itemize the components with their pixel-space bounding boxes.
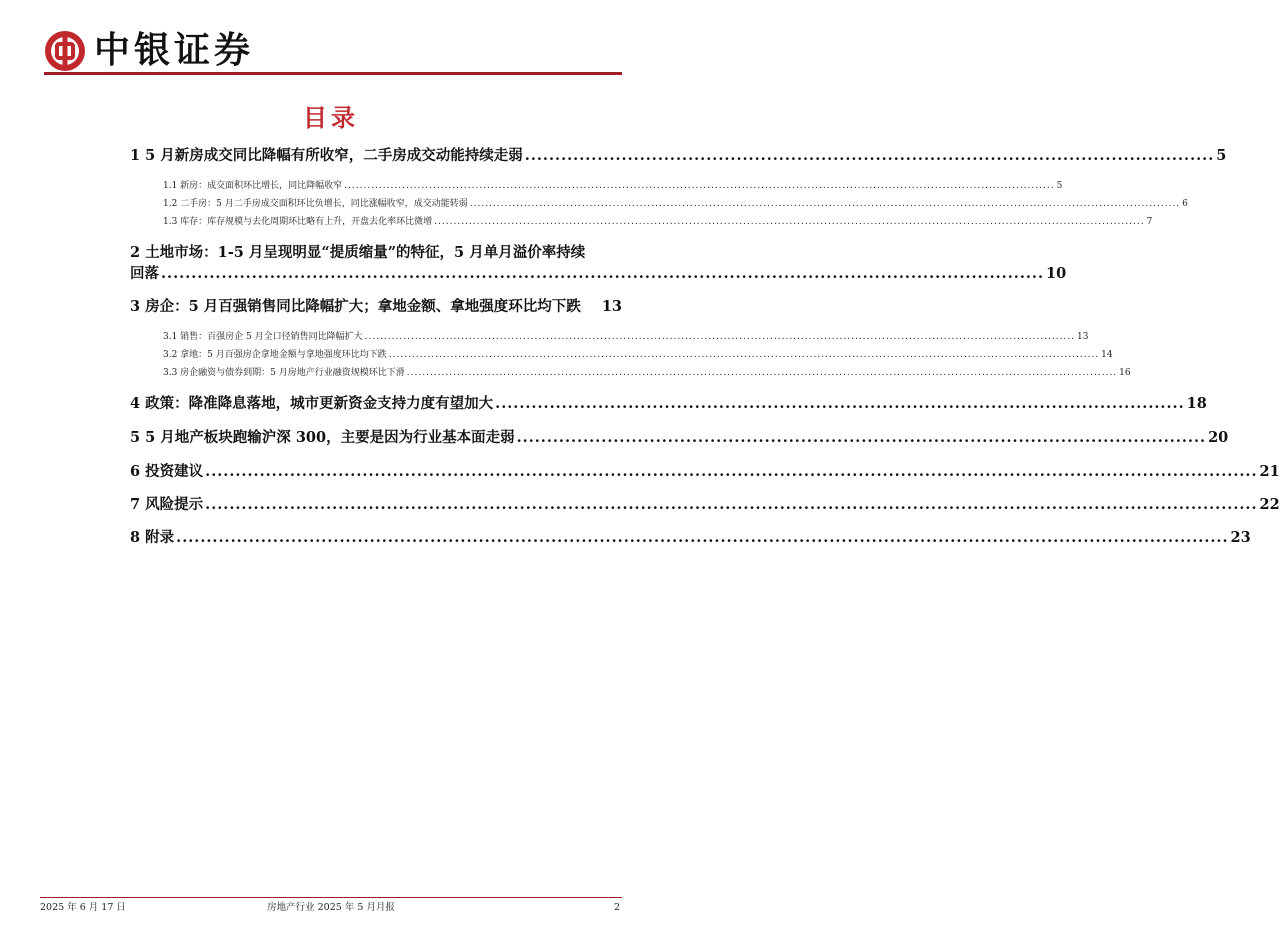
toc-entry-page: 10 [1046, 265, 1067, 282]
toc-entry-label: 3.1 销售：百强房企 5 月全口径销售同比降幅扩大 [163, 332, 363, 342]
toc-entry-page: 5 [1216, 147, 1227, 164]
toc-leader: ........................................................................................................................................................................................ [388, 350, 1100, 360]
toc-entry-1-3[interactable] [163, 216, 1153, 229]
toc-entry-page: 23 [1230, 529, 1251, 546]
toc-leader: ........................................................................................................................................................................................ [469, 199, 1181, 209]
toc-leader: .................................................................................................................. [524, 147, 1215, 164]
toc-leader: .............................................................................................................................................................................. [176, 529, 1229, 546]
toc-entry-1[interactable] [130, 146, 1227, 166]
toc-entry-3[interactable] [130, 297, 622, 317]
toc-entry-page: 18 [1186, 395, 1207, 412]
toc-entry-label: 1.3 库存：库存规模与去化周期环比略有上升，开盘去化率环比微增 [163, 217, 433, 227]
header-divider [44, 72, 622, 75]
toc-entry-label: 1.1 新房：成交面积环比增长，同比降幅收窄 [163, 181, 343, 191]
toc-leader: .............................................................................................................................................................................. [205, 496, 1258, 513]
toc-entry-label: 1 5 月新房成交同比降幅有所收窄，二手房成交动能持续走弱 [130, 147, 523, 164]
toc-entry-label: 1.2 二手房：5 月二手房成交面积环比负增长，同比涨幅收窄，成交动能转弱 [163, 199, 468, 209]
footer-divider [40, 897, 622, 898]
toc-entry-1-2[interactable] [163, 198, 1188, 211]
toc-entry-page: 6 [1182, 199, 1188, 209]
toc-leader: .............................................................................................................................................................................. [205, 463, 1258, 480]
toc-entry-page: 5 [1056, 181, 1063, 191]
toc-entry-3-2[interactable] [163, 349, 1113, 362]
footer-page-number: 2 [613, 902, 620, 913]
toc-entry-7[interactable] [130, 495, 1280, 515]
toc-leader: .................................................................................................................................................. [161, 265, 1045, 282]
toc-entry-page: 22 [1259, 496, 1280, 513]
toc-entry-1-1[interactable] [163, 180, 1063, 193]
page-header [44, 26, 624, 78]
toc-leader: ........................................................................................................................................................................................ [406, 368, 1118, 378]
toc-entry-label: 6 投资建议 [130, 463, 204, 480]
toc-entry-page: 13 [1077, 332, 1089, 342]
footer-date: 2025 年 6 月 17 日 [40, 902, 126, 913]
footer-report-title: 房地产行业 2025 年 5 月月报 [267, 902, 395, 913]
toc-entry-label: 8 附录 [130, 529, 175, 546]
toc-entry-2-line1[interactable]: 2 土地市场：1-5 月呈现明显“提质缩量”的特征，5 月单月溢价率持续 [130, 244, 586, 261]
toc-entry-page: 20 [1208, 429, 1229, 446]
toc-entry-label: 3.2 拿地：5 月百强房企拿地金额与拿地强度环比均下跌 [163, 350, 387, 360]
toc-entry-label: 4 政策：降准降息落地，城市更新资金支持力度有望加大 [130, 395, 494, 412]
toc-entry-page: 14 [1101, 350, 1113, 360]
toc-leader: ........................................................................................................................................................................................ [344, 181, 1055, 191]
toc-entry-3-1[interactable] [163, 331, 1089, 344]
toc-entry-8[interactable] [130, 528, 1251, 548]
toc-entry-page: 13 [601, 298, 622, 315]
toc-entry-label: 5 5 月地产板块跑输沪深 300，主要是因为行业基本面走弱 [130, 429, 515, 446]
bank-of-china-logo-icon [44, 30, 86, 72]
toc-leader: ........................................................................................................................................................................................ [434, 217, 1145, 227]
toc-leader: .................................................................................................................. [516, 429, 1207, 446]
toc-entry-page: 7 [1146, 217, 1153, 227]
toc-entry-5[interactable] [130, 428, 1229, 448]
toc-entry-label: 7 风险提示 [130, 496, 204, 513]
toc-entry-page: 16 [1119, 368, 1131, 378]
toc-leader: .................................................................................................................. [495, 395, 1185, 412]
toc-entry-page: 21 [1259, 463, 1280, 480]
toc-entry-2[interactable] [130, 264, 1067, 284]
toc-entry-4[interactable] [130, 394, 1207, 414]
toc-entry-label: 回落 [130, 265, 159, 282]
brand-name: 中银证券 [94, 29, 255, 71]
toc-title: 目录 [303, 103, 359, 132]
toc-entry-label: 3 房企：5 月百强销售同比降幅扩大；拿地金额、拿地强度环比均下跌 [130, 298, 581, 315]
toc-entry-6[interactable] [130, 462, 1280, 482]
toc-entry-label: 3.3 房企融资与债券到期：5 月房地产行业融资规模环比下滑 [163, 368, 405, 378]
toc-entry-3-3[interactable] [163, 367, 1131, 380]
toc-leader: ........................................................................................................................................................................................ [364, 332, 1076, 342]
